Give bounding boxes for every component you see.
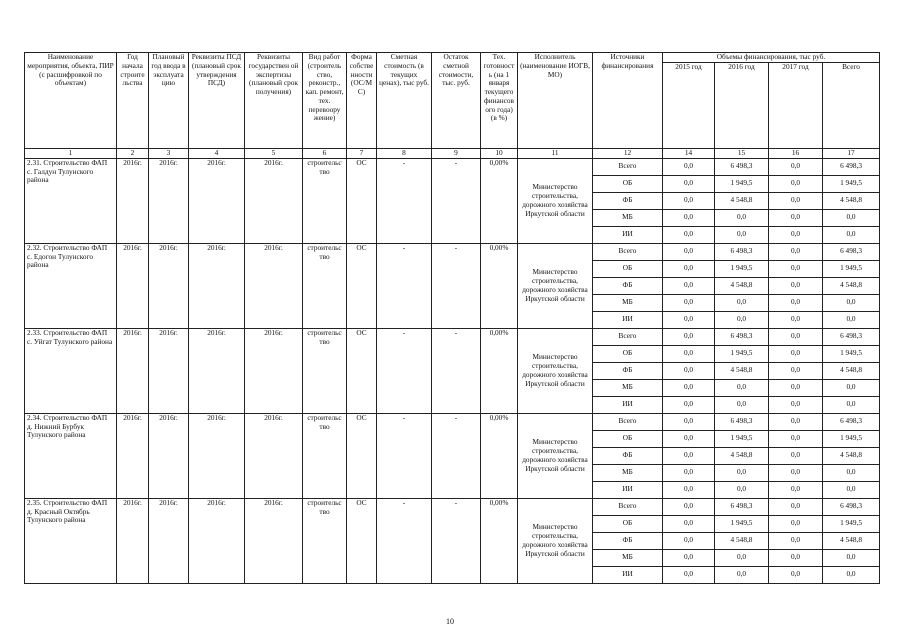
amount-2016: 1 949,5 [715,515,769,532]
readiness: 0,00% [481,413,518,498]
ownership: ОС [347,328,377,413]
executor: Министерство строительства, дорожного хозяйства Иркутской области [518,243,593,328]
funding-source: ИИ [593,226,663,243]
amount-2015: 0,0 [663,498,715,515]
funding-source: ОБ [593,345,663,362]
column-number: 14 [663,148,715,158]
amount-2015: 0,0 [663,396,715,413]
header-year-plan: Плановый год ввода в эксплуата цию [149,53,189,149]
amount-2016: 1 949,5 [715,175,769,192]
object-name: 2.35. Строительство ФАП д. Красный Октябрь Тулунского района [25,498,117,583]
column-number: 3 [149,148,189,158]
amount-2016: 6 498,3 [715,158,769,175]
amount-2017: 0,0 [769,379,823,396]
funding-source: МБ [593,464,663,481]
amount-total: 6 498,3 [823,158,880,175]
amount-2017: 0,0 [769,158,823,175]
column-numbers-row [25,148,880,158]
funding-source: ИИ [593,481,663,498]
year-plan: 2016г. [149,498,189,583]
amount-2015: 0,0 [663,566,715,583]
amount-2015: 0,0 [663,379,715,396]
header-row-top [25,53,880,63]
year-start: 2016г. [117,413,149,498]
amount-2016: 4 548,8 [715,532,769,549]
amount-2017: 0,0 [769,566,823,583]
amount-2017: 0,0 [769,175,823,192]
header-name: Наименование мероприятия, объекта, ПИР (с расшифровкой по объектам) [25,53,117,149]
amount-2016: 0,0 [715,379,769,396]
object-name: 2.34. Строительство ФАП д. Нижний Бурбук Тулунского района [25,413,117,498]
amount-2015: 0,0 [663,362,715,379]
amount-2015: 0,0 [663,345,715,362]
funding-source: Всего [593,158,663,175]
column-number: 12 [593,148,663,158]
amount-2017: 0,0 [769,515,823,532]
amount-2017: 0,0 [769,447,823,464]
amount-2016: 0,0 [715,226,769,243]
amount-total: 4 548,8 [823,192,880,209]
amount-2017: 0,0 [769,260,823,277]
funding-source: ОБ [593,260,663,277]
expertise-date: 2016г. [245,243,303,328]
estimate: - [377,158,432,243]
amount-2015: 0,0 [663,430,715,447]
ownership: ОС [347,498,377,583]
estimate: - [377,328,432,413]
amount-total: 1 949,5 [823,175,880,192]
readiness: 0,00% [481,328,518,413]
header-psd: Реквизиты ПСД (плановый срок утверждения ПСД) [189,53,245,149]
amount-2016: 6 498,3 [715,328,769,345]
psd-date: 2016г. [189,243,245,328]
amount-2015: 0,0 [663,209,715,226]
amount-2015: 0,0 [663,549,715,566]
amount-total: 0,0 [823,566,880,583]
header-sources: Источники финансирования [593,53,663,149]
funding-source: ОБ [593,430,663,447]
amount-total: 0,0 [823,311,880,328]
amount-2017: 0,0 [769,328,823,345]
amount-2015: 0,0 [663,158,715,175]
amount-total: 0,0 [823,396,880,413]
amount-total: 4 548,8 [823,362,880,379]
estimate: - [377,498,432,583]
psd-date: 2016г. [189,158,245,243]
amount-2015: 0,0 [663,243,715,260]
header-year-2016: 2016 год [715,62,769,148]
header-financing-group: Объемы финансирования, тыс руб. [663,53,880,63]
amount-2015: 0,0 [663,328,715,345]
amount-2015: 0,0 [663,175,715,192]
amount-2017: 0,0 [769,345,823,362]
amount-2015: 0,0 [663,277,715,294]
readiness: 0,00% [481,243,518,328]
executor: Министерство строительства, дорожного хозяйства Иркутской области [518,328,593,413]
amount-2016: 0,0 [715,464,769,481]
funding-source: МБ [593,209,663,226]
object-name: 2.31. Строительство ФАП с. Галдун Тулунского района [25,158,117,243]
amount-total: 0,0 [823,549,880,566]
amount-2017: 0,0 [769,243,823,260]
amount-2017: 0,0 [769,362,823,379]
year-plan: 2016г. [149,413,189,498]
amount-2017: 0,0 [769,396,823,413]
amount-2016: 0,0 [715,209,769,226]
amount-2016: 1 949,5 [715,430,769,447]
amount-total: 0,0 [823,226,880,243]
header-readiness: Тех. готовност ь (на 1 января текущего финансов ого года) (в %) [481,53,518,149]
funding-source: ОБ [593,175,663,192]
psd-date: 2016г. [189,328,245,413]
header-total: Всего [823,62,880,148]
remainder: - [432,243,481,328]
amount-total: 1 949,5 [823,345,880,362]
ownership: ОС [347,243,377,328]
amount-2015: 0,0 [663,481,715,498]
amount-2016: 0,0 [715,294,769,311]
funding-source: Всего [593,413,663,430]
amount-total: 4 548,8 [823,277,880,294]
amount-total: 1 949,5 [823,515,880,532]
amount-2016: 6 498,3 [715,498,769,515]
remainder: - [432,328,481,413]
year-start: 2016г. [117,328,149,413]
amount-total: 6 498,3 [823,243,880,260]
object-name: 2.33. Строительство ФАП с. Уйгат Тулунского района [25,328,117,413]
column-number: 2 [117,148,149,158]
remainder: - [432,158,481,243]
amount-2015: 0,0 [663,192,715,209]
funding-source: МБ [593,379,663,396]
amount-2015: 0,0 [663,226,715,243]
table-row [25,158,880,175]
amount-total: 0,0 [823,209,880,226]
header-year-2015: 2015 год [663,62,715,148]
column-number: 11 [518,148,593,158]
amount-2016: 6 498,3 [715,413,769,430]
remainder: - [432,413,481,498]
amount-2017: 0,0 [769,549,823,566]
amount-2016: 6 498,3 [715,243,769,260]
column-number: 10 [481,148,518,158]
amount-2016: 4 548,8 [715,362,769,379]
column-number: 8 [377,148,432,158]
amount-total: 4 548,8 [823,532,880,549]
funding-source: ФБ [593,532,663,549]
column-number: 17 [823,148,880,158]
funding-source: ИИ [593,566,663,583]
funding-source: Всего [593,498,663,515]
table-row [25,328,880,345]
amount-2015: 0,0 [663,532,715,549]
year-start: 2016г. [117,158,149,243]
amount-2015: 0,0 [663,311,715,328]
amount-2017: 0,0 [769,532,823,549]
funding-source: МБ [593,549,663,566]
year-start: 2016г. [117,243,149,328]
header-year-2017: 2017 год [769,62,823,148]
amount-2015: 0,0 [663,447,715,464]
readiness: 0,00% [481,498,518,583]
psd-date: 2016г. [189,413,245,498]
amount-total: 6 498,3 [823,498,880,515]
work-type: строительс тво [303,158,347,243]
page-number: 10 [446,617,454,626]
table-row [25,498,880,515]
work-type: строительс тво [303,498,347,583]
amount-total: 0,0 [823,464,880,481]
remainder: - [432,498,481,583]
estimate: - [377,243,432,328]
column-number: 15 [715,148,769,158]
financing-table [24,52,880,584]
object-name: 2.32. Строительство ФАП с. Едогон Тулунского района [25,243,117,328]
amount-2016: 0,0 [715,566,769,583]
amount-2016: 0,0 [715,481,769,498]
column-number: 16 [769,148,823,158]
amount-2016: 4 548,8 [715,277,769,294]
expertise-date: 2016г. [245,158,303,243]
funding-source: МБ [593,294,663,311]
amount-2016: 0,0 [715,396,769,413]
year-plan: 2016г. [149,158,189,243]
psd-date: 2016г. [189,498,245,583]
funding-source: ИИ [593,311,663,328]
year-plan: 2016г. [149,328,189,413]
amount-total: 1 949,5 [823,260,880,277]
readiness: 0,00% [481,158,518,243]
amount-total: 6 498,3 [823,413,880,430]
amount-2017: 0,0 [769,464,823,481]
amount-2017: 0,0 [769,209,823,226]
amount-2017: 0,0 [769,498,823,515]
funding-source: ФБ [593,277,663,294]
amount-2015: 0,0 [663,515,715,532]
work-type: строительс тво [303,328,347,413]
amount-2016: 0,0 [715,311,769,328]
funding-source: ФБ [593,447,663,464]
amount-2017: 0,0 [769,413,823,430]
header-year-start: Год начала строите льства [117,53,149,149]
column-number: 4 [189,148,245,158]
executor: Министерство строительства, дорожного хозяйства Иркутской области [518,498,593,583]
amount-2015: 0,0 [663,294,715,311]
work-type: строительс тво [303,413,347,498]
column-number: 1 [25,148,117,158]
amount-2017: 0,0 [769,192,823,209]
expertise-date: 2016г. [245,328,303,413]
column-number: 6 [303,148,347,158]
table-row [25,243,880,260]
funding-source: Всего [593,328,663,345]
amount-total: 0,0 [823,379,880,396]
amount-2015: 0,0 [663,413,715,430]
expertise-date: 2016г. [245,413,303,498]
header-estimate: Сметная стоимость (в текущих ценах), тыс руб. [377,53,432,149]
amount-total: 0,0 [823,481,880,498]
amount-2017: 0,0 [769,277,823,294]
amount-2015: 0,0 [663,464,715,481]
expertise-date: 2016г. [245,498,303,583]
column-number: 9 [432,148,481,158]
header-work-type: Вид работ (строитель ство, реконстр., кап. ремонт, тех. перевоору жение) [303,53,347,149]
amount-2016: 4 548,8 [715,192,769,209]
column-number: 7 [347,148,377,158]
year-plan: 2016г. [149,243,189,328]
executor: Министерство строительства, дорожного хозяйства Иркутской области [518,413,593,498]
column-number: 5 [245,148,303,158]
funding-source: ФБ [593,192,663,209]
amount-total: 0,0 [823,294,880,311]
funding-source: ФБ [593,362,663,379]
table-row [25,413,880,430]
amount-2017: 0,0 [769,481,823,498]
header-executor: Исполнитель (наименование ИОГВ, МО) [518,53,593,149]
executor: Министерство строительства, дорожного хозяйства Иркутской области [518,158,593,243]
header-ownership: Форма собстве нности (ОС/М С) [347,53,377,149]
amount-2017: 0,0 [769,294,823,311]
amount-total: 4 548,8 [823,447,880,464]
funding-source: ИИ [593,396,663,413]
amount-2015: 0,0 [663,260,715,277]
funding-source: Всего [593,243,663,260]
ownership: ОС [347,158,377,243]
work-type: строительс тво [303,243,347,328]
amount-2016: 0,0 [715,549,769,566]
amount-2017: 0,0 [769,430,823,447]
amount-2016: 4 548,8 [715,447,769,464]
funding-source: ОБ [593,515,663,532]
amount-2017: 0,0 [769,311,823,328]
amount-total: 1 949,5 [823,430,880,447]
header-expertise: Реквизиты государствен ой экспертизы (плановый срок получения) [245,53,303,149]
header-remainder: Остаток сметной стоимости, тыс. руб. [432,53,481,149]
amount-2016: 1 949,5 [715,345,769,362]
ownership: ОС [347,413,377,498]
year-start: 2016г. [117,498,149,583]
amount-2017: 0,0 [769,226,823,243]
amount-2016: 1 949,5 [715,260,769,277]
amount-total: 6 498,3 [823,328,880,345]
estimate: - [377,413,432,498]
